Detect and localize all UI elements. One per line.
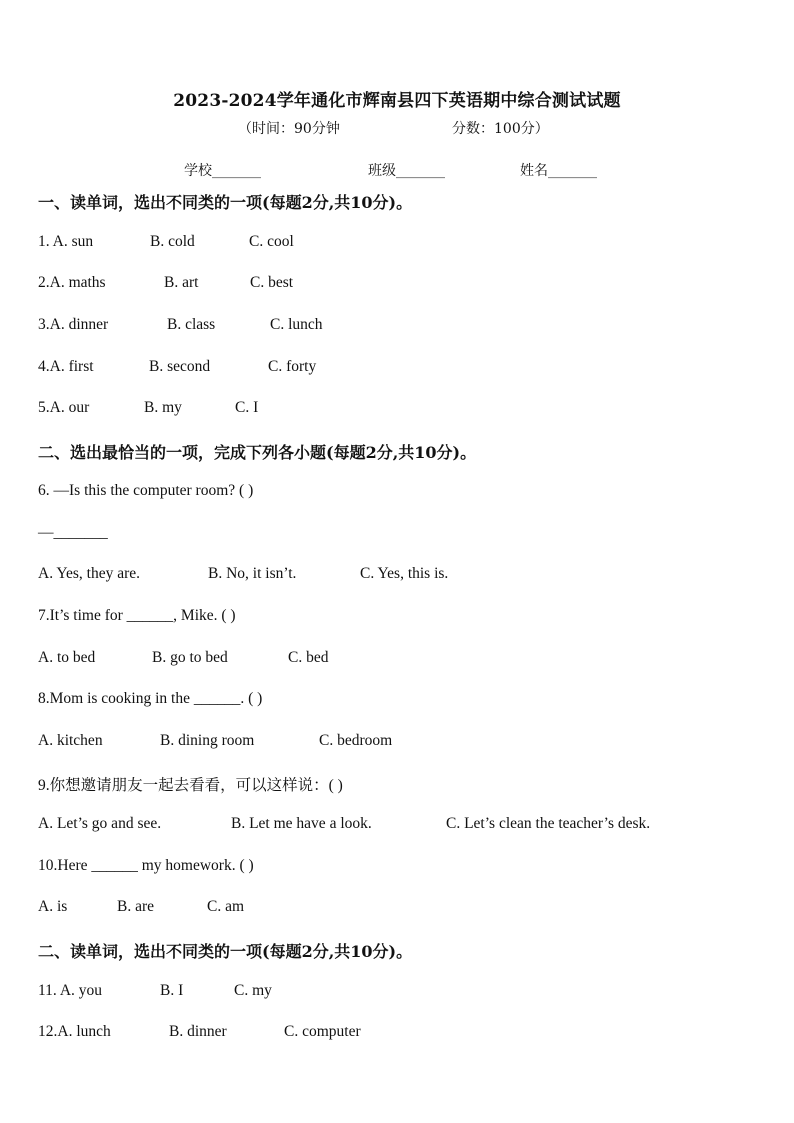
option-c: C. I <box>235 399 259 416</box>
question-12 <box>38 1023 361 1041</box>
option-c: C. bed <box>288 649 329 666</box>
question-10-options <box>38 898 245 916</box>
section-heading-3: 二、读单词，选出不同类的一项(每题2分,共10分)。 <box>38 942 413 961</box>
option-b: B. my <box>144 399 182 416</box>
question-7-options <box>38 649 329 667</box>
option-c: C. bedroom <box>319 732 393 749</box>
question-9-stem: 9.你想邀请朋友一起去看看，可以这样说：( ) <box>38 777 343 794</box>
question-6-options <box>38 565 449 583</box>
option-b: B. are <box>117 898 155 915</box>
section-heading-2: 二、选出最恰当的一项，完成下列各小题(每题2分,共10分)。 <box>38 443 477 462</box>
option-a: A. Let’s go and see. <box>38 815 162 832</box>
section-heading-1: 一、读单词，选出不同类的一项(每题2分,共10分)。 <box>38 193 413 212</box>
school-field: 学校_______ <box>184 163 261 179</box>
option-a: A. kitchen <box>38 732 103 749</box>
option-c: C. Yes, this is. <box>360 565 449 582</box>
option-b: B. dinner <box>169 1023 227 1040</box>
exam-score: 分数：100分） <box>452 121 549 137</box>
option-a: A. Yes, they are. <box>38 565 141 582</box>
option-b: B. go to bed <box>152 649 228 666</box>
option-c: C. forty <box>268 358 317 375</box>
option-a: 2.A. maths <box>38 274 106 291</box>
page-title: 2023-2024学年通化市辉南县四下英语期中综合测试试题 <box>173 91 621 111</box>
question-8-stem: 8.Mom is cooking in the ______. ( ) <box>38 690 263 707</box>
question-7-stem: 7.It’s time for ______, Mike. ( ) <box>38 607 236 624</box>
option-c: C. cool <box>249 233 294 250</box>
option-a: 4.A. first <box>38 358 94 375</box>
option-a: 3.A. dinner <box>38 316 109 333</box>
option-a: 1. A. sun <box>38 233 94 250</box>
option-c: C. my <box>234 982 272 999</box>
option-b: B. I <box>160 982 184 999</box>
option-b: B. dining room <box>160 732 255 749</box>
question-6-reply: —_______ <box>38 524 108 541</box>
question-1 <box>38 233 294 251</box>
option-a: 11. A. you <box>38 982 103 999</box>
option-b: B. No, it isn’t. <box>208 565 297 582</box>
question-4 <box>38 358 317 376</box>
question-9-options <box>38 815 651 833</box>
option-c: C. lunch <box>270 316 323 333</box>
option-c: C. Let’s clean the teacher’s desk. <box>446 815 651 832</box>
name-field: 姓名_______ <box>520 163 597 179</box>
question-11 <box>38 982 272 1000</box>
class-field: 班级_______ <box>368 163 445 179</box>
option-c: C. computer <box>284 1023 361 1040</box>
exam-time: （时间：90分钟 <box>238 121 340 137</box>
question-5 <box>38 399 259 417</box>
option-a: 12.A. lunch <box>38 1023 111 1040</box>
question-2 <box>38 274 294 292</box>
option-b: B. second <box>149 358 211 375</box>
option-a: A. is <box>38 898 68 915</box>
question-10-stem: 10.Here ______ my homework. ( ) <box>38 857 254 874</box>
option-b: B. cold <box>150 233 195 250</box>
question-3 <box>38 316 323 334</box>
option-b: B. class <box>167 316 216 333</box>
option-c: C. am <box>207 898 245 915</box>
question-8-options <box>38 732 393 750</box>
option-c: C. best <box>250 274 294 291</box>
option-a: 5.A. our <box>38 399 90 416</box>
option-b: B. art <box>164 274 199 291</box>
question-6-stem: 6. —Is this the computer room? ( ) <box>38 482 254 499</box>
option-a: A. to bed <box>38 649 96 666</box>
option-b: B. Let me have a look. <box>231 815 372 832</box>
